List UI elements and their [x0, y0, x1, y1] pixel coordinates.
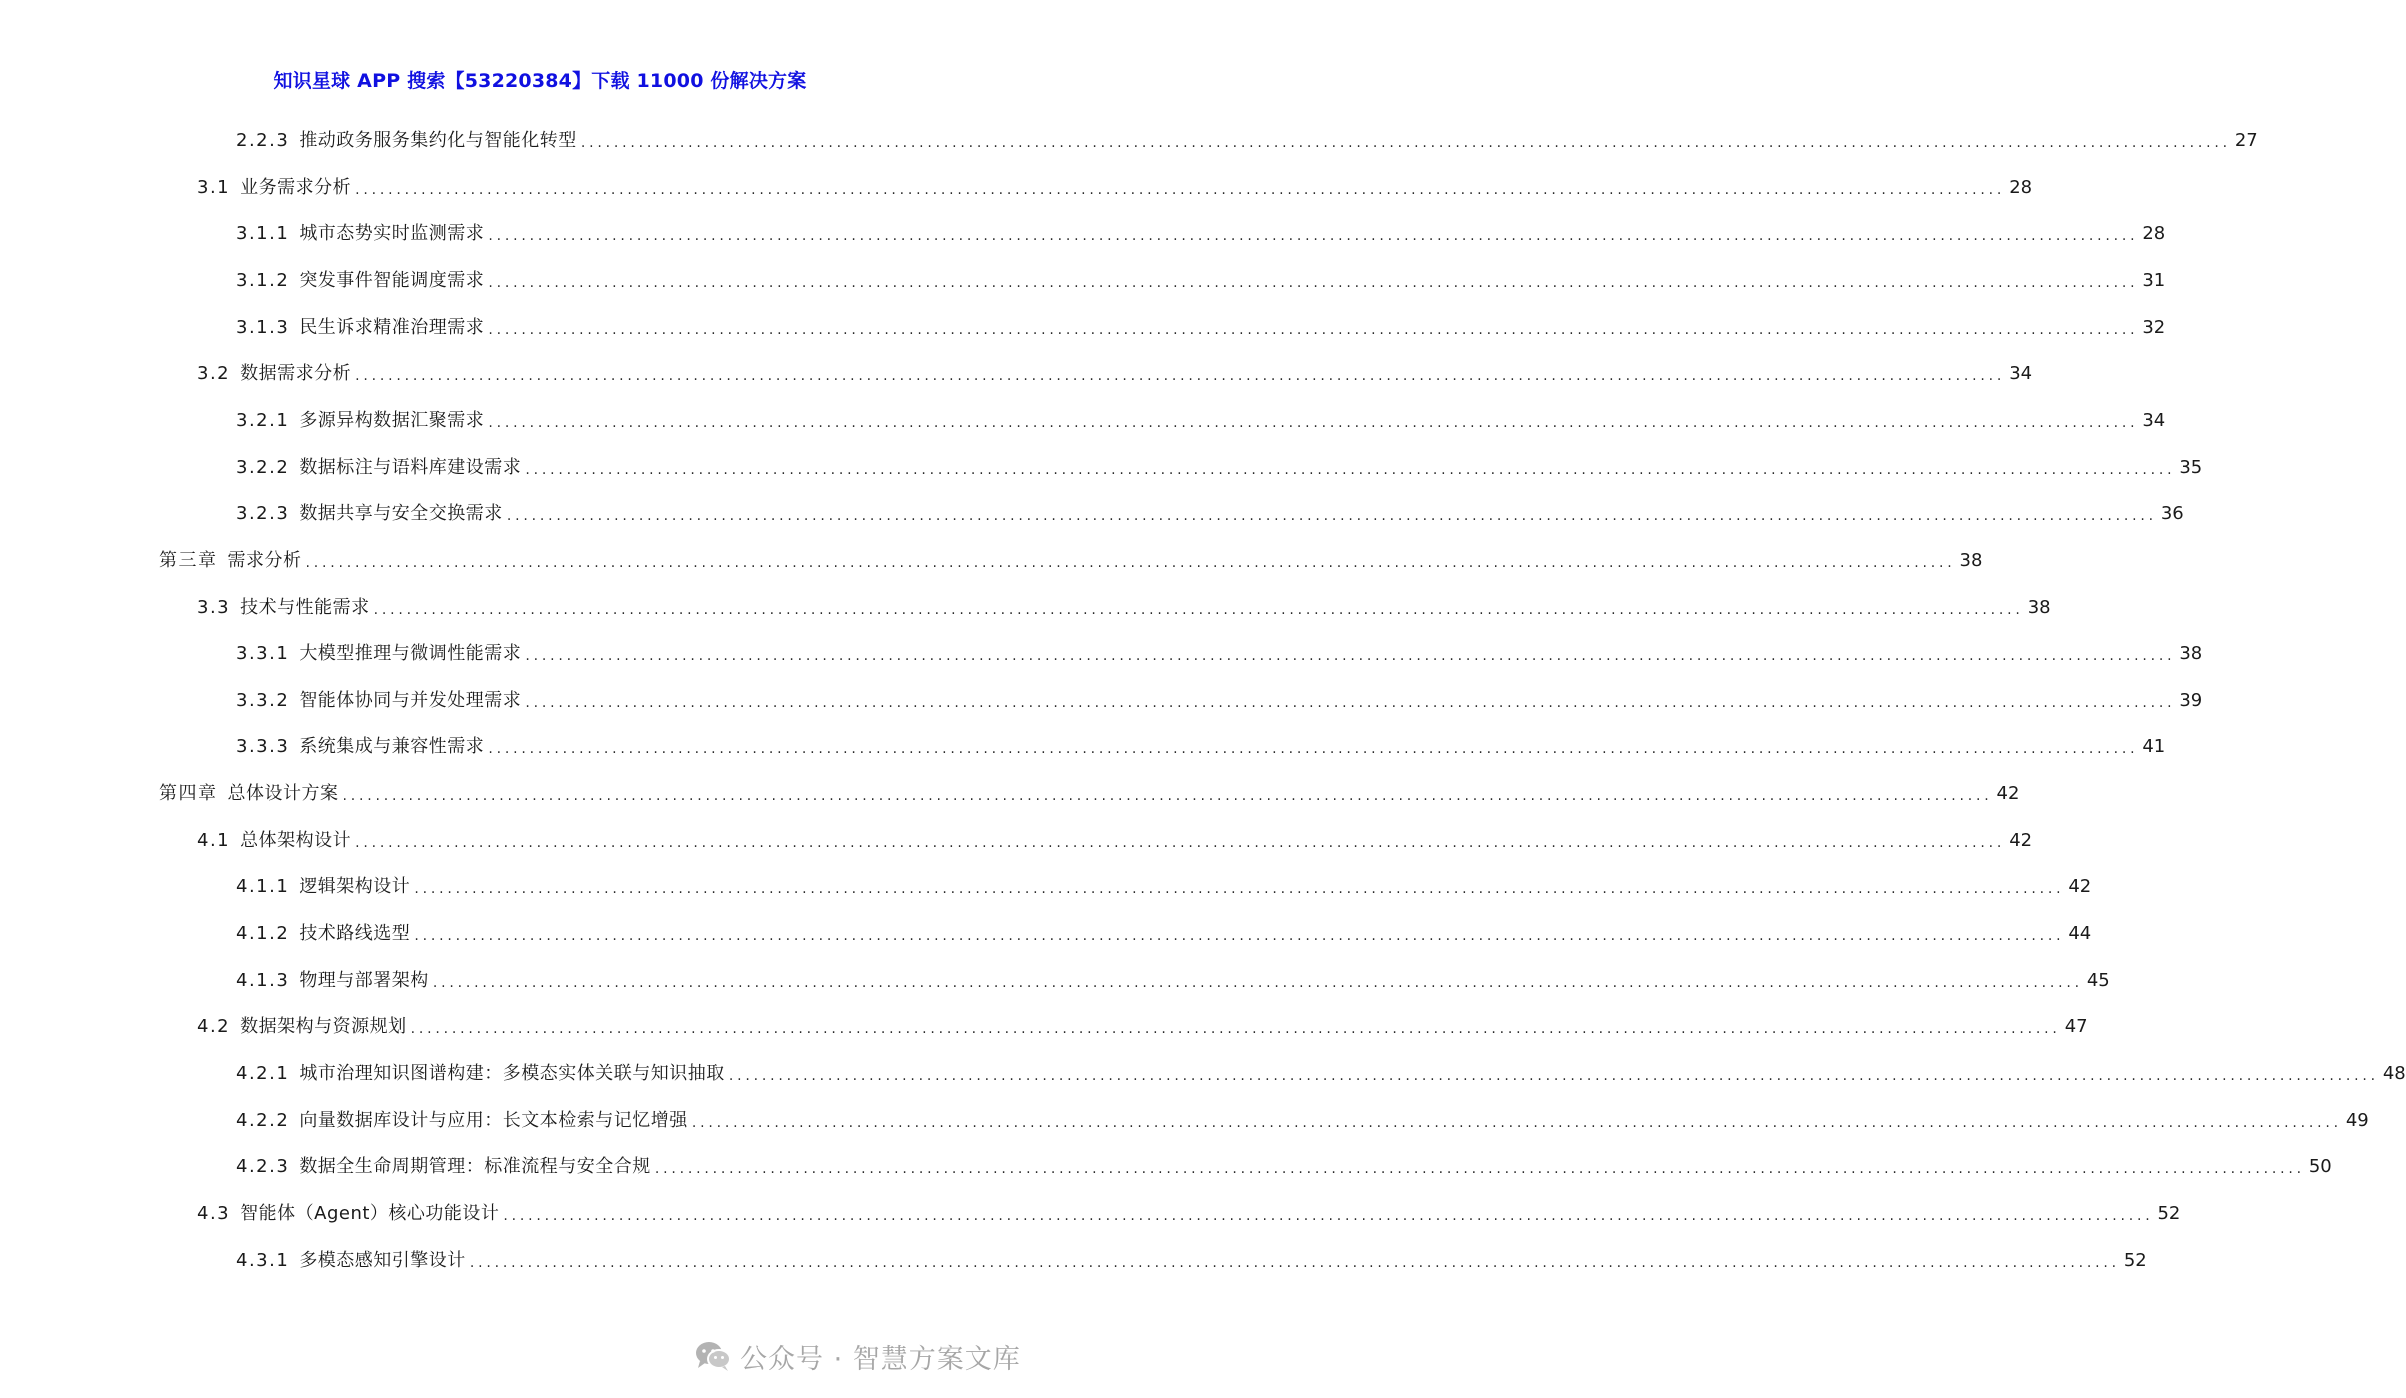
toc-entry[interactable] — [236, 124, 2258, 154]
toc-entry-page: 28 — [2142, 223, 2166, 245]
toc-entry-number: 2.2.3 — [236, 130, 290, 151]
toc-entry[interactable] — [236, 1150, 2332, 1180]
toc-entry-title: 城市治理知识图谱构建：多模态实体关联与知识抽取 — [299, 1063, 725, 1084]
watermark — [694, 1336, 1021, 1376]
toc-leader-dots: ........................................................................................................................................................................................................ — [506, 508, 2157, 525]
wechat-icon — [694, 1339, 732, 1373]
toc-entry-number: 4.2.2 — [236, 1109, 290, 1131]
toc-entry-page: 52 — [2157, 1202, 2181, 1224]
toc-leader-dots: ........................................................................................................................................................................................................ — [580, 135, 2231, 151]
toc-entry[interactable] — [236, 1057, 2406, 1087]
toc-entry[interactable] — [236, 451, 2203, 481]
toc-entry-title: 民生诉求精准治理需求 — [299, 316, 485, 338]
toc-entry[interactable] — [197, 824, 2033, 854]
toc-entry-number: 3.3 — [197, 596, 231, 618]
toc-entry-number: 4.1.1 — [236, 876, 290, 898]
toc-leader-dots: ........................................................................................................................................................................................................ — [525, 648, 2176, 665]
toc-entry-page: 34 — [2009, 363, 2033, 385]
toc-leader-dots: ........................................................................................................................................................................................................ — [355, 834, 2006, 851]
toc-entry[interactable] — [236, 264, 2166, 294]
toc-entry-page: 38 — [2027, 596, 2051, 618]
toc-leader-dots: ........................................................................................................................................................................................................ — [503, 1207, 2154, 1224]
toc-entry-page: 42 — [2068, 876, 2092, 898]
toc-entry-page: 47 — [2064, 1016, 2088, 1038]
toc-entry-title: 数据共享与安全交换需求 — [299, 503, 503, 525]
toc-entry-number: 4.3 — [197, 1202, 231, 1224]
toc-leader-dots: ........................................................................................................................................................................................................ — [305, 554, 1956, 571]
page-header-title: 知识星球 APP 搜索【53220384】下载 11000 份解决方案 — [273, 70, 807, 92]
toc-entry-number: 3.2.1 — [236, 409, 290, 431]
toc-entry-page: 48 — [2382, 1063, 2406, 1084]
toc-entry-page: 41 — [2142, 736, 2166, 758]
toc-entry-title: 智能体协同与并发处理需求 — [299, 689, 522, 711]
toc-leader-dots: ........................................................................................................................................................................................................ — [342, 788, 1993, 805]
toc-entry-number: 3.2.3 — [236, 503, 290, 525]
toc-entry-number: 4.1.3 — [236, 969, 290, 991]
toc-leader-dots: ........................................................................................................................................................................................................ — [373, 601, 2024, 618]
toc-entry[interactable] — [159, 544, 1983, 574]
toc-entry[interactable] — [236, 730, 2166, 760]
toc-entry-number: 3.1.1 — [236, 223, 290, 245]
toc-entry-page: 32 — [2142, 316, 2166, 338]
toc-entry-title: 技术路线选型 — [299, 923, 411, 945]
toc-entry-number: 4.2.1 — [236, 1063, 290, 1084]
toc-entry-title: 技术与性能需求 — [240, 596, 370, 618]
toc-entry[interactable] — [236, 217, 2166, 247]
toc-entry[interactable] — [197, 591, 2051, 621]
toc-entry-title: 多源异构数据汇聚需求 — [299, 409, 485, 431]
toc-entry-number: 4.1 — [197, 829, 231, 851]
toc-entry[interactable] — [236, 684, 2203, 714]
toc-entry-number: 3.1.3 — [236, 316, 290, 338]
toc-entry-title: 智能体（Agent）核心功能设计 — [240, 1202, 500, 1224]
toc-entry-title: 物理与部署架构 — [299, 969, 429, 991]
toc-entry-page: 36 — [2160, 503, 2184, 525]
toc-entry[interactable] — [236, 1104, 2369, 1134]
toc-entry-number: 3.3.3 — [236, 736, 290, 758]
toc-entry-number: 第四章 — [159, 783, 218, 805]
toc-leader-dots: ........................................................................................................................................................................................................ — [355, 181, 2006, 198]
toc-entry-page: 38 — [1959, 549, 1983, 571]
toc-entry-page: 34 — [2142, 409, 2166, 431]
toc-entry[interactable] — [236, 404, 2166, 434]
toc-leader-dots: ........................................................................................................................................................................................................ — [414, 881, 2065, 898]
toc-entry-number: 3.2.2 — [236, 456, 290, 478]
toc-entry-page: 52 — [2123, 1249, 2147, 1271]
toc-entry[interactable] — [236, 311, 2166, 341]
toc-leader-dots: ........................................................................................................................................................................................................ — [488, 228, 2139, 245]
toc-leader-dots: ........................................................................................................................................................................................................ — [525, 461, 2176, 478]
watermark-text: 公众号 · 智慧方案文库 — [740, 1343, 1021, 1375]
toc-entry-title: 系统集成与兼容性需求 — [299, 736, 485, 758]
toc-leader-dots: ........................................................................................................................................................................................................ — [410, 1021, 2061, 1038]
toc-entry-title: 向量数据库设计与应用：长文本检索与记忆增强 — [299, 1109, 688, 1131]
toc-entry-title: 多模态感知引擎设计 — [299, 1249, 466, 1271]
toc-entry-number: 3.3.2 — [236, 689, 290, 711]
toc-entry[interactable] — [159, 777, 2020, 807]
toc-leader-dots: ........................................................................................................................................................................................................ — [654, 1161, 2305, 1178]
toc-entry[interactable] — [236, 964, 2110, 994]
toc-entry-page: 39 — [2179, 689, 2203, 711]
toc-entry[interactable] — [236, 637, 2203, 667]
toc-entry-number: 3.2 — [197, 363, 231, 385]
toc-entry[interactable] — [236, 497, 2184, 527]
toc-entry-number: 4.2.3 — [236, 1156, 290, 1178]
toc-entry[interactable] — [197, 1197, 2181, 1227]
toc-entry-title: 大模型推理与微调性能需求 — [299, 643, 522, 665]
toc-leader-dots: ........................................................................................................................................................................................................ — [355, 368, 2006, 385]
toc-entry[interactable] — [197, 1010, 2088, 1040]
toc-entry[interactable] — [197, 171, 2033, 201]
toc-entry-title: 总体架构设计 — [240, 829, 352, 851]
toc-entry-title: 突发事件智能调度需求 — [299, 269, 485, 291]
toc-entry-title: 逻辑架构设计 — [299, 876, 411, 898]
toc-entry-title: 推动政务服务集约化与智能化转型 — [299, 130, 577, 151]
toc-entry-number: 4.2 — [197, 1016, 231, 1038]
toc-entry-page: 27 — [2234, 130, 2258, 151]
toc-entry[interactable] — [236, 1244, 2147, 1274]
toc-entry-page: 35 — [2179, 456, 2203, 478]
toc-leader-dots: ........................................................................................................................................................................................................ — [488, 414, 2139, 431]
toc-entry-page: 28 — [2009, 176, 2033, 198]
toc-entry-title: 总体设计方案 — [227, 783, 339, 805]
toc-entry-title: 数据标注与语料库建设需求 — [299, 456, 522, 478]
toc-leader-dots: ........................................................................................................................................................................................................ — [488, 321, 2139, 338]
toc-entry-title: 数据全生命周期管理：标准流程与安全合规 — [299, 1156, 651, 1178]
toc-entry-page: 50 — [2308, 1156, 2332, 1178]
toc-entry-title: 业务需求分析 — [240, 176, 352, 198]
toc-entry[interactable] — [236, 870, 2092, 900]
toc-leader-dots: ........................................................................................................................................................................................................ — [488, 274, 2139, 291]
toc-entry-number: 4.3.1 — [236, 1249, 290, 1271]
toc-entry-page: 42 — [2009, 829, 2033, 851]
toc-entry-number: 4.1.2 — [236, 923, 290, 945]
toc-leader-dots: ........................................................................................................................................................................................................ — [432, 974, 2083, 991]
toc-entry-title: 城市态势实时监测需求 — [299, 223, 485, 245]
toc-entry-title: 数据架构与资源规划 — [240, 1016, 407, 1038]
toc-leader-dots: ........................................................................................................................................................................................................ — [691, 1114, 2342, 1131]
toc-entry-title: 需求分析 — [227, 549, 302, 571]
toc-entry-page: 31 — [2142, 269, 2166, 291]
toc-entry-page: 42 — [1996, 783, 2020, 805]
toc-entry-page: 38 — [2179, 643, 2203, 665]
toc-entry-number: 3.3.1 — [236, 643, 290, 665]
toc-entry-page: 49 — [2345, 1109, 2369, 1131]
toc-entry-number: 3.1.2 — [236, 269, 290, 291]
toc-leader-dots: ........................................................................................................................................................................................................ — [488, 741, 2139, 758]
toc-leader-dots: ........................................................................................................................................................................................................ — [469, 1254, 2120, 1271]
toc-entry-number: 第三章 — [159, 549, 218, 571]
toc-leader-dots: ........................................................................................................................................................................................................ — [414, 928, 2065, 945]
toc-entry[interactable] — [197, 357, 2033, 387]
toc-entry-page: 44 — [2068, 923, 2092, 945]
toc-leader-dots: ........................................................................................................................................................................................................ — [728, 1068, 2379, 1084]
toc-leader-dots: ........................................................................................................................................................................................................ — [525, 694, 2176, 711]
toc-entry-number: 3.1 — [197, 176, 231, 198]
toc-entry-title: 数据需求分析 — [240, 363, 352, 385]
toc-entry[interactable] — [236, 917, 2092, 947]
toc-entry-page: 45 — [2086, 969, 2110, 991]
